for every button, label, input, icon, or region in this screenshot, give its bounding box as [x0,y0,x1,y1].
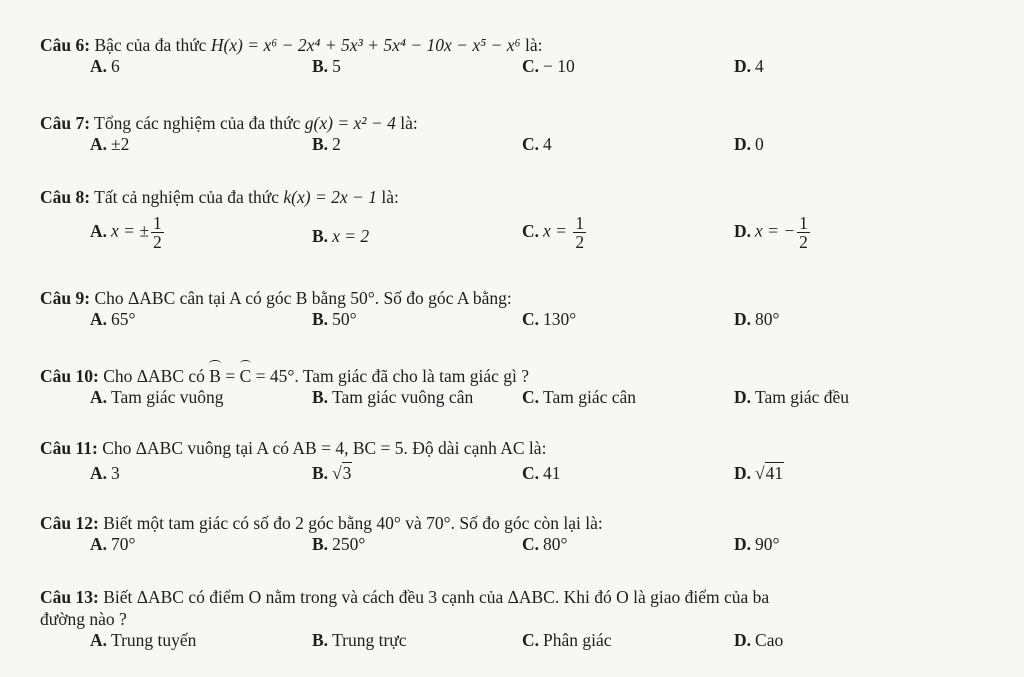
option-a[interactable]: A. 3 [90,463,120,483]
option-c[interactable]: C. Tam giác cân [522,387,637,407]
question-12-stem [40,512,1000,534]
option-b[interactable]: B. 5 [312,56,341,76]
option-c[interactable]: C. 130° [522,309,577,329]
question-13-stem [40,586,1000,608]
option-b[interactable]: B. x = 2 [312,226,370,246]
options [40,214,1000,260]
angle-b: B [209,363,221,387]
option-b[interactable]: B. Tam giác vuông cân [312,387,474,407]
option-d[interactable]: D. Cao [734,630,784,650]
options [40,387,1000,411]
stem-text: Tất cả nghiệm của đa thức [90,187,284,207]
option-b[interactable]: B. 50° [312,309,357,329]
question-label: Câu 10: [40,366,99,386]
option-c[interactable]: C. Phân giác [522,630,612,650]
question-10-stem [40,363,1000,387]
option-b[interactable]: B. √3 [312,463,352,483]
question-label: Câu 11: [40,438,98,458]
option-a[interactable]: A. 70° [90,534,136,554]
stem-text: Cho ΔABC cân tại A có góc B bằng 50°. Số đo góc A bằng: [90,288,512,308]
options [40,56,1000,80]
option-d[interactable]: D. Tam giác đều [734,387,850,407]
option-c[interactable]: C. − 10 [522,56,575,76]
formula: k(x) = 2x − 1 [283,187,377,207]
option-d[interactable]: D. 4 [734,56,764,76]
option-c[interactable]: C. x = $\frac{1}{2}$ [522,213,585,252]
option-a[interactable]: A. Tam giác vuông [90,387,224,407]
question-7 [40,112,1000,158]
question-8-stem [40,186,1000,208]
question-6 [40,34,1000,80]
question-11 [40,437,1000,483]
option-a[interactable]: A. 65° [90,309,136,329]
option-a[interactable]: A. 6 [90,56,120,76]
option-d[interactable]: D. x = − $\frac{1}{2}$ [734,213,808,252]
option-b[interactable]: B. Trung trực [312,630,407,650]
question-label: Câu 7: [40,113,91,133]
option-a[interactable]: A. Trung tuyến [90,630,197,650]
options [40,134,1000,158]
stem-text: Tổng các nghiệm của đa thức [90,113,305,133]
fraction: $\frac{1}{2}$ [575,213,585,252]
option-c[interactable]: C. 41 [522,463,561,483]
question-9 [40,287,1000,333]
question-label: Câu 9: [40,288,91,308]
stem-text: Bậc của đa thức [90,35,211,55]
question-12 [40,512,1000,558]
option-a[interactable]: A. ±2 [90,134,130,154]
fraction: $\frac{1}{2}$ [799,213,808,252]
stem-text: Biết một tam giác có số đo 2 góc bằng 40° và 70°. Số đo góc còn lại là: [98,513,603,533]
option-d[interactable]: D. √41 [734,463,784,483]
question-9-stem [40,287,1000,309]
option-c[interactable]: C. 4 [522,134,552,154]
option-c[interactable]: C. 80° [522,534,568,554]
options [40,534,1000,558]
option-d[interactable]: D. 0 [734,134,764,154]
stem-text: = [220,366,240,386]
option-a[interactable]: A. x = ± $\frac{1}{2}$ [90,213,162,252]
question-label: Câu 8: [40,187,91,207]
stem-text: Cho ΔABC vuông tại A có AB = 4, BC = 5. Độ dài cạnh AC là: [97,438,547,458]
question-label: Câu 13: [40,587,99,607]
stem-text: = 45° [251,366,295,386]
square-root: √41 [755,463,784,483]
option-d[interactable]: D. 80° [734,309,780,329]
question-13-stem-line2: đường nào ? [40,609,127,629]
square-root: √3 [332,463,352,483]
question-label: Câu 6: [40,35,91,55]
stem-text: Biết ΔABC có điểm O nằm trong và cách đều 3 cạnh của ΔABC. Khi đó O là giao điểm của ba [98,587,770,607]
question-7-stem [40,112,1000,134]
formula: g(x) = x² − 4 [304,113,396,133]
question-8 [40,186,1000,254]
option-d[interactable]: D. 90° [734,534,780,554]
question-6-stem [40,34,1000,56]
formula: H(x) = x⁶ − 2x⁴ + 5x³ + 5x⁴ − 10x − x⁵ − x⁶ [210,35,521,55]
stem-text: là: [376,187,399,207]
angle-c: C [240,363,252,387]
option-b[interactable]: B. 2 [312,134,341,154]
fraction: $\frac{1}{2}$ [152,213,162,252]
option-b[interactable]: B. 250° [312,534,366,554]
stem-text: là: [520,35,543,55]
options [40,463,1000,487]
question-10 [40,363,1000,411]
options [40,630,1000,654]
stem-text: . Tam giác đã cho là tam giác gì ? [294,366,529,386]
options [40,309,1000,333]
question-label: Câu 12: [40,513,99,533]
stem-text: là: [395,113,418,133]
stem-text: Cho ΔABC có [98,366,210,386]
question-11-stem [40,437,1000,459]
question-13 [40,586,1000,654]
